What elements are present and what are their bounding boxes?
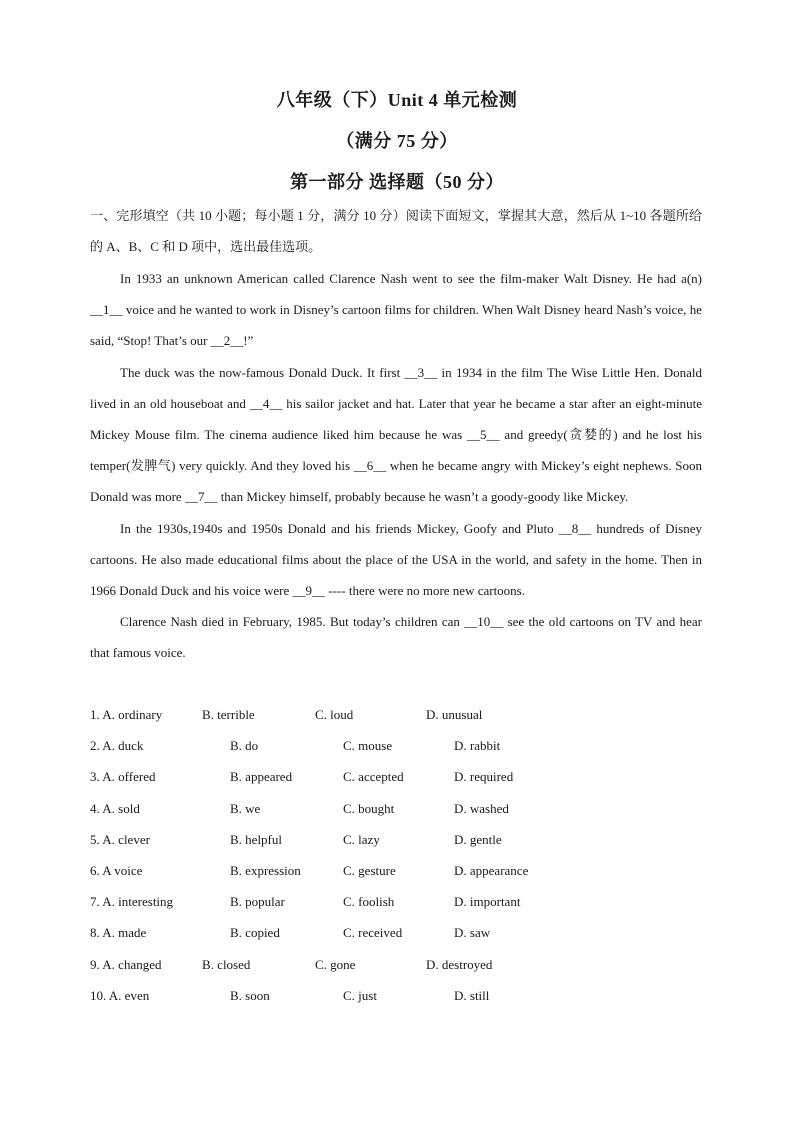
option-b: B. helpful: [230, 831, 282, 847]
answer-options: [90, 699, 702, 1011]
passage-paragraph-4: Clarence Nash died in February, 1985. But today’s children can __10__ see the old cartoons on TV and hear that famous voice.: [90, 614, 702, 661]
option-a: 2. A. duck: [90, 738, 144, 754]
option-b: B. copied: [230, 925, 280, 941]
option-d: D. gentle: [454, 831, 502, 847]
option-d: D. saw: [454, 925, 491, 941]
option-d: D. important: [454, 894, 521, 910]
option-b: B. we: [230, 800, 261, 816]
option-a: 5. A. clever: [90, 831, 150, 847]
option-c: C. gesture: [343, 862, 396, 878]
option-c: C. loud: [315, 707, 354, 722]
exam-title: 八年级（下）Unit 4 单元检测: [276, 90, 518, 110]
option-c: C. received: [343, 925, 403, 941]
cloze-passage: [90, 263, 702, 669]
option-a: 1. A. ordinary: [90, 707, 163, 722]
option-row: [90, 699, 702, 730]
option-row: [90, 793, 702, 824]
option-d: D. appearance: [454, 862, 529, 878]
option-b: B. soon: [230, 987, 270, 1003]
option-a: 9. A. changed: [90, 956, 162, 972]
score-total: （满分 75 分）: [336, 131, 458, 151]
option-row: [90, 761, 702, 792]
passage-paragraph-3: In the 1930s,1940s and 1950s Donald and his friends Mickey, Goofy and Pluto __8__ hundreds of Disney cartoons. He also made educational films about the place of the USA in the world, and safety in the home. Then in 1966 Donald Duck and his voice were __9__ ---- there were no more new cartoons.: [90, 520, 702, 599]
option-row: [90, 949, 702, 980]
option-a: 8. A. made: [90, 925, 147, 941]
option-row: [90, 886, 702, 917]
option-d: D. required: [454, 769, 514, 785]
passage-paragraph-1: In 1933 an unknown American called Clarence Nash went to see the film-maker Walt Disney. He had a(n) __1__ voice and he wanted to work in Disney’s cartoon films for children. When Walt Disney heard Nash’s voice, he said, “Stop! That’s our __2__!”: [90, 271, 702, 349]
option-b: B. terrible: [202, 707, 255, 722]
option-row: [90, 824, 702, 855]
option-d: D. washed: [454, 800, 509, 816]
instruction-text: 一、完形填空（共 10 小题；每小题 1 分，满分 10 分）阅读下面短文，掌握其大意，然后从 1~10 各题所给的 A、B、C 和 D 项中，选出最佳选项。: [90, 208, 702, 255]
option-b: B. appeared: [230, 769, 293, 785]
option-a: 4. A. sold: [90, 800, 140, 816]
passage-paragraph-2: The duck was the now-famous Donald Duck. It first __3__ in 1934 in the film The Wise Little Hen. Donald lived in an old houseboat and __4__ his sailor jacket and hat. Later that year he became a star after an eight-minute Mickey Mouse film. The cinema audience liked him because he was __5__ and greedy(贪婪的) and he lost his temper(发脾气) very quickly. And they loved his __6__ when he became angry with Mickey’s eight nephews. Soon Donald was more __7__ than Mickey himself, probably because he wasn’t a goody-goody like Mickey.: [90, 364, 702, 505]
section-instruction: [90, 200, 702, 262]
option-c: C. gone: [315, 956, 356, 972]
option-c: C. mouse: [343, 738, 393, 754]
option-d: D. destroyed: [426, 956, 493, 972]
option-a: 3. A. offered: [90, 769, 156, 785]
option-d: D. still: [454, 987, 490, 1003]
option-row: [90, 855, 702, 886]
option-c: C. foolish: [343, 894, 395, 910]
option-a: 7. A. interesting: [90, 894, 174, 910]
option-a: 10. A. even: [90, 987, 150, 1003]
option-a: 6. A voice: [90, 862, 143, 878]
option-b: B. do: [230, 738, 259, 754]
option-row: [90, 730, 702, 761]
option-c: C. bought: [343, 800, 395, 816]
option-b: B. closed: [202, 956, 251, 972]
option-b: B. popular: [230, 894, 285, 910]
option-c: C. accepted: [343, 769, 404, 785]
option-row: [90, 980, 702, 1011]
option-b: B. expression: [230, 862, 301, 878]
option-c: C. just: [343, 987, 377, 1003]
part-title: 第一部分 选择题（50 分）: [290, 172, 504, 192]
option-d: D. unusual: [426, 707, 483, 722]
option-d: D. rabbit: [454, 738, 501, 754]
option-row: [90, 917, 702, 948]
option-c: C. lazy: [343, 831, 380, 847]
